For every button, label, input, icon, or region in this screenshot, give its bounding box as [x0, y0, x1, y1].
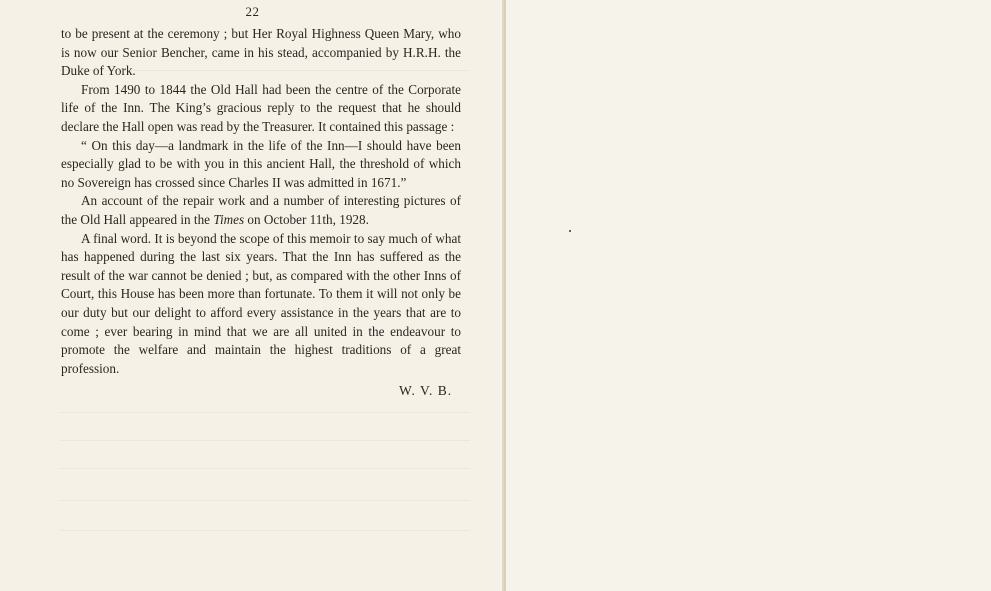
paper-speck	[569, 230, 571, 232]
right-page-blank	[506, 0, 991, 591]
times-text-before: An account of the repair work and a number of interesting pictures of the Old Hall appeared in the	[61, 193, 461, 227]
paragraph-continued: to be present at the ceremony ; but Her Royal Highness Queen Mary, who is now our Senior Bencher, came in his stead, accompanied by H.R.H. the Duke of York.	[61, 26, 461, 79]
times-text-after: on October 11th, 1928.	[244, 211, 369, 227]
body-text	[61, 25, 461, 378]
paragraph-times-article	[61, 192, 461, 229]
times-title: Times	[213, 211, 245, 227]
king-quote: “ On this day—a landmark in the life of the Inn—I should have been especially glad to be with you in this ancient Hall, the threshold of which no Sovereign has crossed since Charles II was admitted in 1671.”	[61, 137, 461, 190]
paragraph-old-hall: From 1490 to 1844 the Old Hall had been the centre of the Corporate life of the Inn. The King’s gracious reply to the request that he should declare the Hall open was read by the Treasurer. It contained this passage :	[61, 81, 461, 134]
author-signature: W. V. B.	[399, 383, 453, 398]
page-number: 22	[245, 4, 260, 19]
paragraph-final-word: A final word. It is beyond the scope of this memoir to say much of what has happened during the last six years. That the Inn has suffered as the result of the war cannot be denied ; but, as compared with the other Inns of Court, this House has been more than fortunate. To them it will not only be our duty but our delight to afford every assistance in the years that are to come ; ever bearing in mind that we are all united in the endeavour to promote the welfare and maintain the highest traditions of a great profession.	[61, 230, 461, 376]
